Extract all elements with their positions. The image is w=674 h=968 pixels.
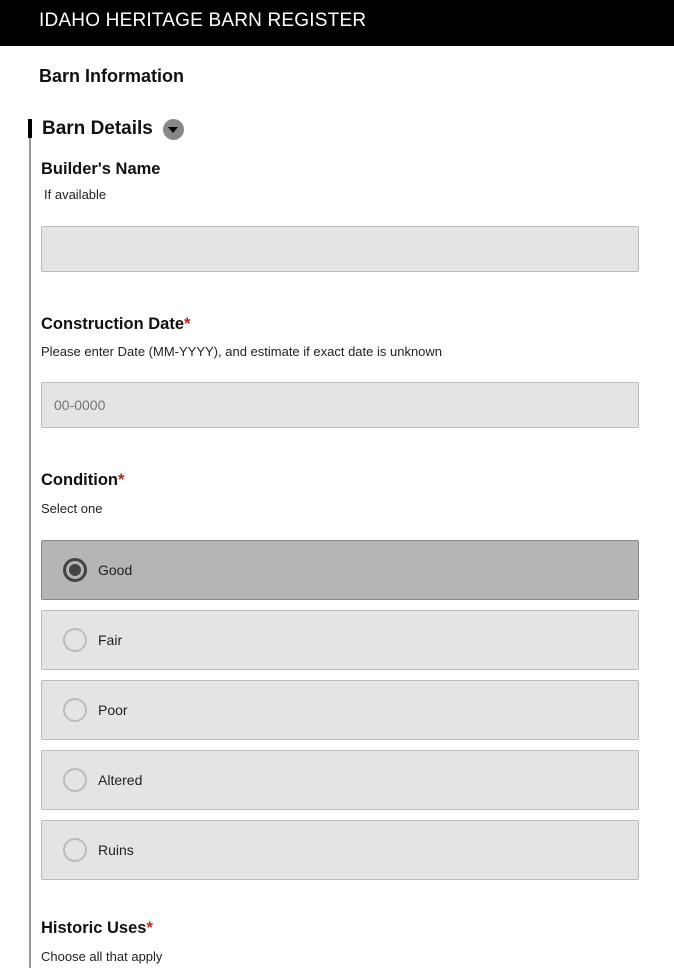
collapse-toggle-icon[interactable] [163, 119, 184, 140]
builder-name-label: Builder's Name [41, 160, 161, 178]
section-divider [29, 138, 31, 968]
construction-date-label: Construction Date* [41, 315, 191, 333]
radio-icon[interactable] [63, 768, 87, 792]
condition-option-altered[interactable]: Altered [41, 750, 639, 810]
radio-selected-icon[interactable] [63, 558, 87, 582]
section-marker [28, 119, 32, 138]
construction-date-input[interactable] [41, 382, 639, 428]
condition-option-ruins[interactable]: Ruins [41, 820, 639, 880]
builder-name-input[interactable] [41, 226, 639, 272]
app-title: IDAHO HERITAGE BARN REGISTER [39, 10, 367, 31]
radio-icon[interactable] [63, 698, 87, 722]
section-header[interactable] [42, 118, 184, 140]
page-title: Barn Information [39, 66, 185, 86]
condition-option-fair[interactable]: Fair [41, 610, 639, 670]
condition-option-good[interactable]: Good [41, 540, 639, 600]
condition-option-poor[interactable]: Poor [41, 680, 639, 740]
historic-uses-label: Historic Uses* [41, 919, 153, 937]
radio-icon[interactable] [63, 838, 87, 862]
historic-uses-hint: Choose all that apply [41, 949, 163, 964]
radio-icon[interactable] [63, 628, 87, 652]
section-title: Barn Details [42, 118, 153, 139]
condition-label: Condition* [41, 471, 125, 489]
construction-date-hint: Please enter Date (MM-YYYY), and estimate if exact date is unknown [41, 344, 443, 359]
condition-hint: Select one [41, 501, 103, 516]
builder-name-hint: If available [44, 187, 107, 202]
app-header [0, 0, 674, 46]
